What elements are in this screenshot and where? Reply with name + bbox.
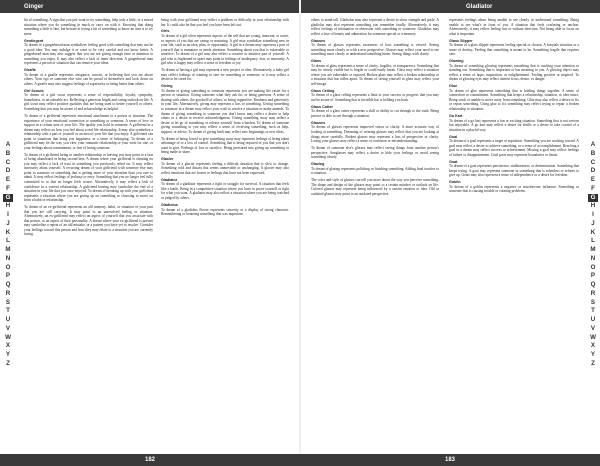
right-page-column-1 [311, 18, 439, 199]
alphabet-index-letter[interactable]: W [5, 333, 11, 341]
entry-text: To dream of having a girl may represent a new project or idea. Alternatively, a baby girl may reflect feelings of wanting to care for something or someone, or it may reflect a desire to be cared for. [161, 68, 289, 82]
dictionary-entry [311, 146, 439, 160]
alphabet-index-left [3, 141, 13, 369]
alphabet-index-letter[interactable]: W [590, 333, 596, 341]
alphabet-index-letter[interactable]: U [590, 316, 596, 323]
entry-text: others to stand tall. Gladiolus may also represent a desire to show strength and pride. A gladiolus may also represent something you remember fondly. Alternatively, it may reflect feelings of infatuation or obsession with something or someone. Gladiolus may reflect a love of beauty and admiration for someone special or a memory. [311, 18, 439, 36]
entry-text: To dream of a girl often represents aspects of the self that are young, innocent, or naive, or aspects of you that are caring or nurturing. A girl may symbolize something new in your life, such as an idea, plan, or opportunity. A girl in a dream may represent a part of yourself that is immature or needs attention. Something about you that is vulnerable or sensitive. To dream of a girl may also reflect a creative or intuitive part of yourself. A girl who is frightened or upset may point to feelings of inadequacy, fear, or insecurity. A girl who is happy may reflect a sense of freedom or joy. [161, 34, 289, 66]
alphabet-index-letter[interactable]: K [590, 228, 596, 236]
alphabet-index-letter[interactable]: B [590, 149, 596, 157]
right-header-title: Gladiator [466, 3, 493, 10]
entry-term: Gentlegent [24, 38, 44, 43]
dictionary-entry [311, 18, 439, 36]
entry-text: To dream of someone else's glasses may reflect seeing things from another person's perspective. Sunglasses may reflect a desire to hide your feelings or avoid seeing something clearly. [311, 146, 439, 160]
left-page-header [0, 0, 300, 13]
entry-term: Go Kart [449, 113, 463, 118]
alphabet-index-letter[interactable]: T [591, 307, 595, 315]
entry-term: Giraffe [24, 68, 36, 73]
left-page-footer [0, 454, 300, 466]
entry-text: To dream of a glacier represents feeling a difficult situation that is slow to change. Something cold and distant that seems unmovable or unchanging. A glacier may also reflect emotions that are frozen or feelings that have not been expressed. [161, 161, 289, 175]
alphabet-index-letter[interactable]: D [590, 167, 596, 175]
entry-text: To dream of a goblin represents a negative or mischievous influence. Something or someone that is causing trouble or creating problems. [449, 184, 579, 194]
dictionary-entry [161, 137, 289, 155]
alphabet-index-letter[interactable]: J [591, 219, 595, 227]
alphabet-index-letter[interactable]: Z [6, 359, 10, 367]
alphabet-index-letter[interactable]: R [590, 289, 596, 297]
dictionary-entry [24, 205, 153, 237]
alphabet-index-letter[interactable]: B [5, 149, 11, 157]
entry-term: Gladiolus [161, 202, 178, 207]
dictionary-entry [311, 121, 439, 144]
entry-term: Glacier [161, 157, 174, 162]
entry-text: represents feelings about being unable to see clearly or understand something. Being unable to see what's in front of you. A situation that feels confusing or unclear. Alternatively, it may reflect feeling lost or without direction. Not being able to focus on what is important. [449, 18, 579, 36]
left-page-column-2 [161, 18, 289, 219]
alphabet-index-letter[interactable]: E [590, 176, 596, 183]
left-page-column-1 [24, 18, 153, 239]
dictionary-entry [311, 39, 439, 57]
entry-term: Giving [161, 84, 173, 89]
right-page-header [300, 0, 600, 13]
right-page-footer [300, 454, 600, 466]
dictionary-entry [161, 157, 289, 175]
dictionary-entry [161, 68, 289, 82]
alphabet-index-letter[interactable]: L [591, 237, 595, 245]
entry-term: Glasses [311, 120, 326, 125]
alphabet-index-letter[interactable]: R [5, 289, 11, 297]
entry-term: Glasses [311, 38, 326, 43]
dictionary-entry [449, 18, 579, 36]
entry-term: Goblin [449, 180, 461, 185]
right-page-column-2 [449, 18, 579, 196]
alphabet-index-letter[interactable]: V [590, 324, 596, 332]
alphabet-index-letter[interactable]: M [590, 246, 596, 253]
dictionary-entry [24, 153, 153, 203]
alphabet-index-letter[interactable]: Z [591, 359, 595, 367]
dictionary-entry [311, 59, 439, 86]
entry-text: To dream of glasses represents improved vision or clarity. A more accurate way of looking at something. Dreaming of wearing glasses may reflect that you are looking at things more carefully. Broken glasses may represent a loss of perspective or clarity. Losing your glasses may reflect a sense of confusion or misunderstanding. [311, 125, 439, 144]
dictionary-entry [161, 84, 289, 134]
entry-term: Glass Ceiling [311, 88, 335, 93]
dictionary-entry [161, 18, 289, 27]
left-header-title: Ginger [24, 3, 44, 10]
dictionary-entry [449, 160, 579, 178]
alphabet-index-letter[interactable]: S [5, 298, 11, 306]
alphabet-index-letter[interactable]: I [7, 211, 9, 218]
dictionary-entry [449, 114, 579, 132]
right-page-number: 183 [444, 457, 455, 463]
dictionary-entry [161, 203, 289, 217]
entry-text: To dream of giving something to someone represents you are making life easier for a person or situation. Giving someone what they ask for, or being generous. A sense of sharing with others, the goodwill of others, or being supportive. Kindness and generosity in your life. Alternatively, giving may represent a loss of something. Giving something to someone in a dream may reflect your wish to resolve a situation or make amends. To dream of giving something to someone you don't know may reflect a desire to help others or a desire to receive acknowledgment. Giving something away may reflect a desire to let go of something or release yourself from a burden. To dream of someone giving something to you may reflect a sense of receiving something, such as help, support, or advice. To dream of giving birth may reflect new beginnings or new ideas. [161, 88, 289, 134]
entry-text: To dream of a girl scout represents a sense of responsibility, loyalty, sympathy, homeliness, or an adorable act. Reflecting a generous bright and caring outlook on life. A girl scout may reflect positive qualities that are being used to better yourself or others. Something that you may be aware of and acknowledge as helpful. [24, 93, 153, 112]
entry-text: To dream of a go kart represents a fun or exciting situation. Something that is not serious but enjoyable. A go kart may reflect a desire for thrills or a desire to take control of a situation in a playful way. [449, 118, 579, 132]
alphabet-index-letter[interactable]: C [590, 158, 596, 166]
entry-text: To dream of being forced to give something away may represent feelings of being taken advantage of or a loss of control. Something that is being required of you that you don't want to give. Feelings of loss or sacrifice. Being pressured into giving up something or being made to share. [161, 136, 289, 155]
alphabet-index-letter[interactable]: C [5, 158, 11, 166]
entry-text: To dream of something glowing represents something that is catching your attention or standing out. Something that is important or has meaning to you. A glowing object may reflect a sense of hope, inspiration, or enlightenment. Feeling positive or inspired. To dream of glowing eyes may reflect intense focus, desire, or danger. [449, 63, 579, 82]
dictionary-entry [449, 180, 579, 194]
entry-text: To dream of a gladiator represents a fight or struggle for survival. A situation that feels like a battle. Being in a competitive situation where you have to prove yourself or fight for what you want. A gladiator may also reflect a situation where you are being watched or judged by others. [161, 182, 289, 201]
dictionary-entry [24, 18, 153, 36]
entry-text: To dream of a gingerbread man symbolizes feeling good with something that may not be a good idea. You may indulge it or want to be very careful and not know better. A gingerbread man may also suggest that you are not giving enough time or attention to something you enjoy. It may also reflect a lack of inner direction. A gingerbread man represents a person or situation that can remove your ideas. [24, 43, 153, 66]
entry-term: Glazing [311, 162, 325, 167]
entry-text: bit of something. A sign that you just want to try something, help only a little, or a mixed situation where you do something in much or carry on with it. Knowing that doing something a little is fine, but beware at trying a bit of something to know an area is to try more. [24, 18, 153, 36]
alphabet-index-letter[interactable]: P [590, 272, 596, 280]
entry-text: To dream of a girlfriend being in another relationship or leaving you may point to a fear of being abandoned or being second best. A dream where your girlfriend is cheating on you may reflect a lack of trust in something you previously relied on. It may reflect insecurity about yourself. A recurring dream of your girlfriend with someone else may point to someone or something that is getting more of your attention than you care to admit. It may reflect feelings of jealousy or envy. Something that you no longer feel fully committed to or that no longer feels secure. Alternatively, it may reflect a lack of confidence in a current relationship. A girlfriend leaving may symbolize the end of a situation in your life that you once enjoyed. To dream of breaking up with your girlfriend represents a situation where you are giving up on something or choosing to move on from a habit or relationship. [24, 152, 153, 203]
dictionary-entry [311, 162, 439, 176]
entry-term: Girls [161, 29, 170, 34]
alphabet-index-letter[interactable]: N [5, 254, 11, 262]
entry-term: Glass Slipper [449, 38, 473, 43]
dictionary-entry [311, 178, 439, 196]
entry-text: To dream of a glass ceiling represents a limit to your success or progress that you may not be aware of. Something that is invisible but is holding you back. [311, 93, 439, 102]
entry-text: being with your girlfriend may reflect a problem or difficulty in your relationship with her. It could also be that you feel you have been left out. [161, 18, 289, 27]
alphabet-index-letter[interactable]: Y [5, 351, 11, 358]
entry-text: The color and style of glasses can tell you more about the way you perceive something. The shape and design of the glasses may point to a certain mindset or outlook on life. Colored glasses may represent being influenced by a certain emotion or idea. Old or outdated glasses may point to an outdated perspective. [311, 178, 439, 196]
dictionary-entry [24, 39, 153, 66]
alphabet-index-letter[interactable]: I [592, 211, 594, 218]
alphabet-index-letter[interactable]: T [6, 307, 10, 315]
dictionary-entry [24, 68, 153, 86]
entry-term: Glowing [449, 59, 464, 64]
alphabet-index-letter[interactable]: L [6, 237, 10, 245]
alphabet-index-letter[interactable]: U [5, 316, 11, 323]
entry-text: To dream of a glass slipper represents feeling special or chosen. A fairytale situation or a sense of destiny. Feeling that something is meant to be. Something fragile that requires care. [449, 43, 579, 57]
dictionary-entry [311, 89, 439, 103]
alphabet-index-letter[interactable]: D [5, 167, 11, 175]
entry-term: Girl Scouts [24, 88, 44, 93]
alphabet-index-letter[interactable]: A [590, 141, 596, 148]
alphabet-index-letter[interactable]: G [3, 194, 13, 203]
entry-text: To dream of a gladiolus flower represents sincerity or a display of strong character. Remembering or honoring something that was important. [161, 207, 289, 217]
page-gutter [299, 0, 301, 466]
alphabet-index-letter[interactable]: Q [590, 281, 596, 288]
alphabet-index-letter[interactable]: H [590, 202, 596, 210]
entry-term: Glass Cutter [311, 104, 333, 109]
alphabet-index-letter[interactable]: Q [5, 281, 11, 288]
alphabet-index-letter[interactable]: F [6, 184, 10, 192]
dictionary-entry [449, 135, 579, 158]
alphabet-index-letter[interactable]: A [5, 141, 11, 148]
alphabet-index-right [588, 141, 598, 369]
alphabet-index-letter[interactable]: N [590, 254, 596, 262]
alphabet-index-letter[interactable]: P [5, 272, 11, 280]
entry-text: To dream of glue represents something that is holding things together. A sense of connection or commitment. Something that keeps a relationship, situation, or idea intact. Being stuck or unable to move away from something. Glue may also reflect a desire to fix or repair something. Using glue to fix something may reflect trying to repair a broken relationship or situation. [449, 88, 579, 112]
entry-text: To dream of glazing represents polishing or finishing something. Adding final touches to a situation. [311, 166, 439, 176]
entry-term: Glue [449, 84, 458, 89]
alphabet-index-letter[interactable]: O [590, 263, 596, 271]
dictionary-entry [449, 59, 579, 82]
left-page-number: 182 [144, 457, 155, 463]
dictionary-entry [449, 39, 579, 57]
entry-text: To dream of glass represents a sense of clarity, fragility, or transparency. Something that may be clearly visible but is fragile or could easily break. Glass may reflect a situation where you are vulnerable or exposed. Broken glass may reflect a broken relationship or a situation that has fallen apart. To dream of seeing yourself in glass may reflect your self-image. [311, 63, 439, 86]
alphabet-index-letter[interactable]: S [590, 298, 596, 306]
alphabet-index-letter[interactable]: F [591, 184, 595, 192]
entry-text: To dream of a glass cutter represents a skill or ability to cut through to the truth. Being precise or able to see through a situation. [311, 109, 439, 118]
dictionary-entry [449, 84, 579, 111]
dictionary-entry [161, 29, 289, 65]
entry-term: Gladiator [161, 177, 178, 182]
alphabet-index-letter[interactable]: X [590, 342, 596, 350]
entry-term: Goal [449, 134, 458, 139]
entry-text: To dream of glasses represents awareness of how something is viewed. Seeing something more clearly or with a new perspective. Glasses may reflect your need to see something more clearly or understand something better. Seeing things with clarity. [311, 43, 439, 57]
alphabet-index-letter[interactable]: V [5, 324, 11, 332]
alphabet-index-letter[interactable]: G [588, 194, 598, 203]
dictionary-entry [24, 89, 153, 112]
alphabet-index-letter[interactable]: O [5, 263, 11, 271]
alphabet-index-letter[interactable]: J [6, 219, 10, 227]
entry-term: Goat [449, 159, 458, 164]
dictionary-entry [311, 105, 439, 119]
dictionary-entry [24, 114, 153, 150]
entry-text: To dream of a goal represents a target or aspiration. Something you are working toward. A goal may reflect a desire to achieve something, or a sense of accomplishment. Reaching a goal in a dream may reflect success or achievement. Missing a goal may reflect feelings of failure or disappointment. Goal posts may represent boundaries or limits. [449, 139, 579, 157]
entry-text: To dream of a goat represents persistence, stubbornness, or determination. Something that keeps trying. A goat may represent someone or something that is relentless or refuses to give up. Goats may also represent a sense of independence or a desire for freedom. [449, 164, 579, 178]
alphabet-index-letter[interactable]: K [5, 228, 11, 236]
alphabet-index-letter[interactable]: E [5, 176, 11, 183]
entry-text: To dream of a giraffe represents arrogance, conceit, or believing that you are above others. Your ego or someone else who can be proud of themselves and look down on others. A giraffe may also suggest feelings of superiority or being better than others. [24, 72, 153, 86]
entry-text: To dream of an ex-girlfriend represents an old memory, habit, or situation of your past that you are still carrying. It may point to an unresolved feeling or situation. Alternatively, an ex-girlfriend may reflect an aspect of yourself that you associate with that person, or an aspect of their personality. A dream where your ex-girlfriend is present may symbolize a repeat of an old mistake, or a pattern you have yet to resolve. Consider your feelings toward this person and how they may relate to a situation you are currently facing. [24, 205, 153, 237]
entry-text: To dream of a girlfriend represents emotional attachment to a person or situation. The experience of your emotional connection to something or someone. A sense of love or support in a certain area of your life. The quality you hold in someone. A girlfriend in a dream may reflect on how you feel about a real life relationship. It may also symbolize a relationship with a part of yourself or an area of your life that you enjoy. A girlfriend can point to situations that bring you happiness, or a sense of belonging. To dream of a girlfriend may be the way you view your romantic relationship or your wish for one, or your feelings about commitment, or fear of losing someone. [24, 113, 153, 150]
alphabet-index-letter[interactable]: X [5, 342, 11, 350]
dictionary-entry [161, 178, 289, 201]
alphabet-index-letter[interactable]: H [5, 202, 11, 210]
entry-term: Glass [311, 59, 322, 64]
alphabet-index-letter[interactable]: Y [590, 351, 596, 358]
alphabet-index-letter[interactable]: M [5, 246, 11, 253]
